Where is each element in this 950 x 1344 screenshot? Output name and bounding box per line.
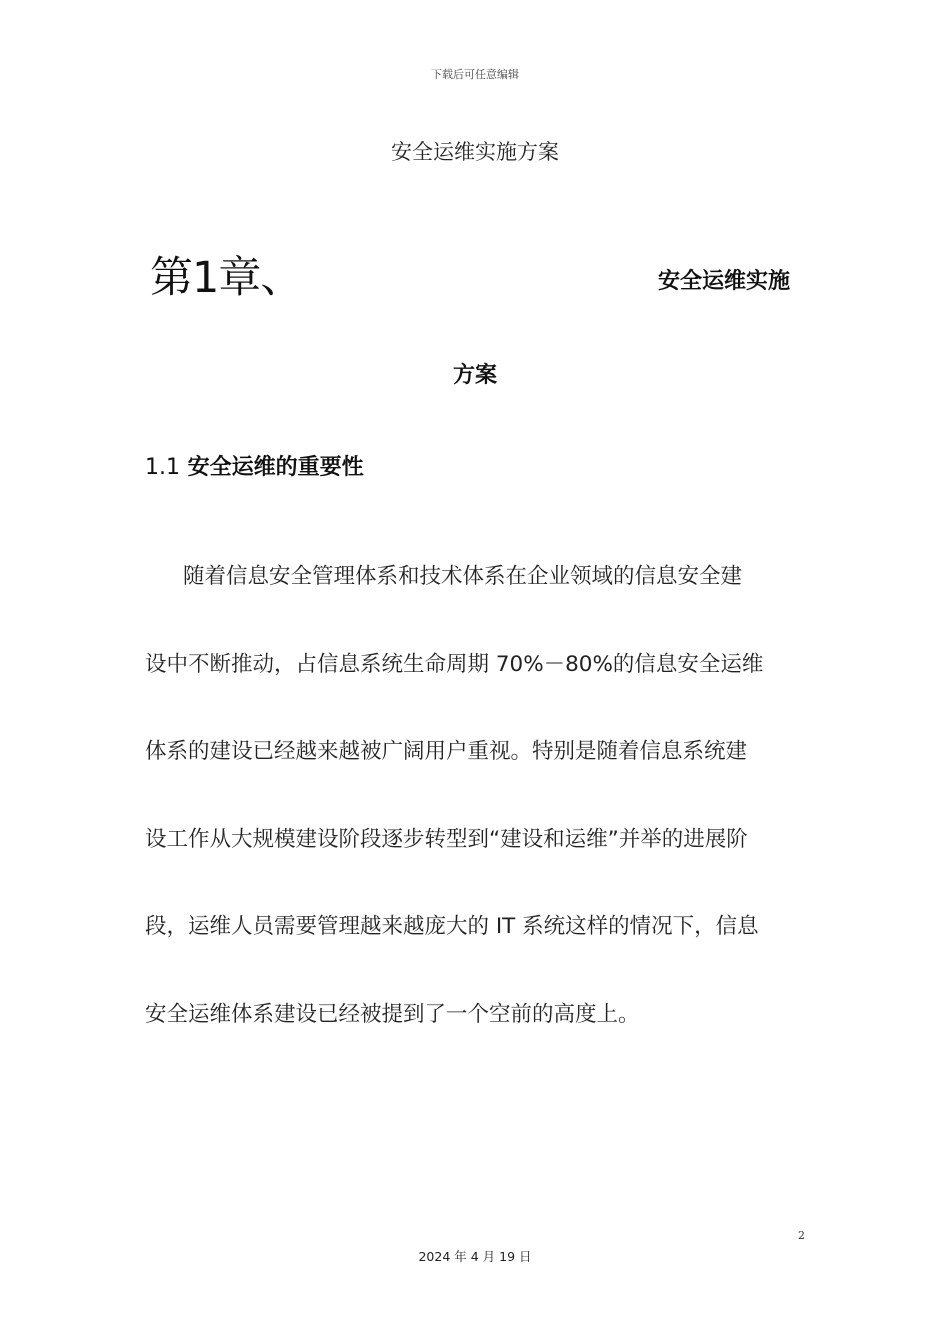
section-number: 1.1 <box>145 455 180 480</box>
section-heading <box>145 450 364 481</box>
chapter-number: 第1章、 <box>150 253 303 303</box>
header-note: 下载后可任意编辑 <box>431 68 519 81</box>
paragraph-line: 设工作从大规模建设阶段逐步转型到“建设和运维”并举的进展阶 <box>145 826 748 852</box>
paragraph-line: 安全运维体系建设已经被提到了一个空前的高度上。 <box>145 1001 640 1027</box>
chapter-title-part1: 安全运维实施 <box>658 269 791 294</box>
body-paragraph <box>145 533 800 1058</box>
paragraph-line: 体系的建设已经越来越被广阔用户重视。特别是随着信息系统建 <box>145 739 748 764</box>
paragraph-line: 设中不断推动，占信息系统生命周期 70%－80%的信息安全运维 <box>145 651 764 677</box>
section-title: 安全运维的重要性 <box>187 455 364 480</box>
chapter-title-part2: 方案 <box>452 363 497 388</box>
document-title: 安全运维实施方案 <box>391 140 559 164</box>
page-number: 2 <box>798 1229 805 1242</box>
paragraph-line: 随着信息安全管理体系和技术体系在企业领域的信息安全建 <box>183 564 743 589</box>
footer-date: 2024 年 4 月 19 日 <box>418 1249 532 1264</box>
paragraph-line: 段，运维人员需要管理越来越庞大的 IT 系统这样的情况下，信息 <box>145 914 759 939</box>
